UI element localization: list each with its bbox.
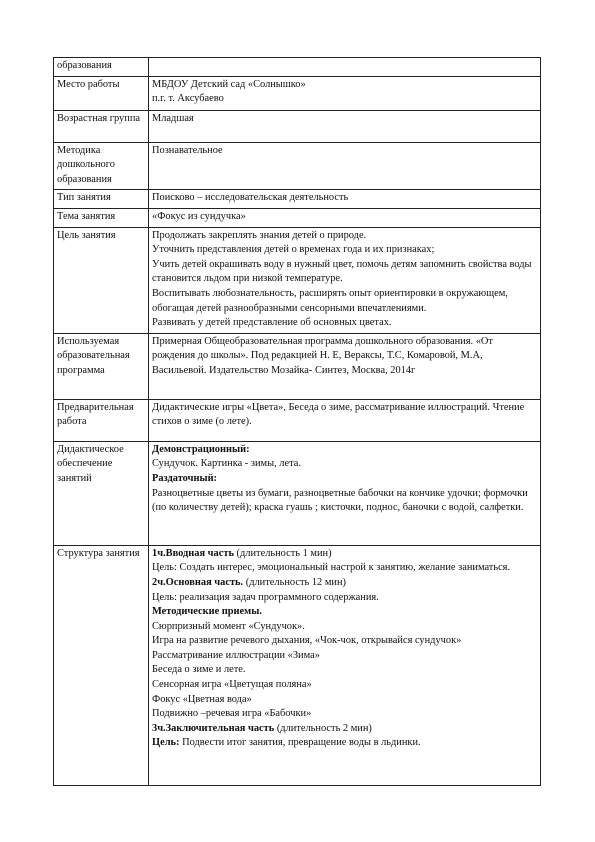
row-value: Демонстрационный: Сундучок. Картинка - зимы, лета. Раздаточный: Разноцветные цветы из бумаги, разноцветные бабочки на кончике удочки; формочки (по количеству детей); краска гуашь ; кисточки, поднос, баночки с водой, салфетки. — [149, 441, 541, 545]
row-label: Возрастная группа — [54, 110, 149, 142]
table-row — [54, 545, 541, 785]
part-1-title: 1ч.Вводная часть — [152, 547, 234, 559]
handout-title: Раздаточный: — [152, 472, 218, 484]
row-label: Предварительная работа — [54, 399, 149, 441]
row-label: Тема занятия — [54, 208, 149, 227]
list-item: Беседа о зиме и лете. — [152, 664, 246, 676]
table-row — [54, 399, 541, 441]
list-item: Сенсорная игра «Цветущая поляна» — [152, 679, 312, 691]
row-value: Познавательное — [149, 142, 541, 190]
row-value: Младшая — [149, 110, 541, 142]
list-item: Сюрпризный момент «Сундучок». — [152, 620, 305, 632]
row-label: Дидактическое обеспечение занятий — [54, 441, 149, 545]
table-row — [54, 208, 541, 227]
table-row — [54, 142, 541, 190]
row-label: Цель занятия — [54, 227, 149, 333]
list-item: Рассматривание иллюстрации «Зима» — [152, 649, 320, 661]
row-label: Место работы — [54, 76, 149, 110]
row-value: Дидактические игры «Цвета», Беседа о зиме, рассматривание иллюстраций. Чтение стихов о зиме (о лете). — [149, 399, 541, 441]
list-item: Фокус «Цветная вода» — [152, 693, 252, 705]
row-value — [149, 58, 541, 77]
table-row — [54, 190, 541, 209]
demo-title: Демонстрационный: — [152, 443, 250, 455]
table-row — [54, 333, 541, 399]
row-value: «Фокус из сундучка» — [149, 208, 541, 227]
part-2-title: 2ч.Основная часть. — [152, 576, 244, 588]
table-row — [54, 227, 541, 333]
list-item: Подвижно –речевая игра «Бабочки» — [152, 708, 312, 720]
table-row — [54, 441, 541, 545]
table-row — [54, 76, 541, 110]
table-row — [54, 58, 541, 77]
row-value: Примерная Общеобразовательная программа дошкольного образования. «От рождения до школы». Под редакцией Н. Е, Вераксы, Т.С, Комаровой, М.А, Васильевой. Издательство Мозайка- Синтез, Москва, 2014г — [149, 333, 541, 399]
lesson-table — [53, 57, 541, 786]
table-row — [54, 110, 541, 142]
row-label: Методика дошкольного образования — [54, 142, 149, 190]
methods-title: Методические приемы. — [152, 606, 262, 618]
row-value: МБДОУ Детский сад «Солнышко» п.г. т. Аксубаево — [149, 76, 541, 110]
list-item: Игра на развитие речевого дыхания, «Чок-чок, открывайся сундучок» — [152, 635, 462, 647]
row-value: Продолжать закреплять знания детей о природе. Уточнить представления детей о временах года и их признаках; Учить детей окрашивать воду в нужный цвет, помочь детям запомнить свойства воды становится льдом при низкой температуре. Воспитывать любознательность, расширять опыт ориентировки в окружающем, обогащая детей разнообразными сенсорными впечатлениями. Развивать у детей представление об основных цветах. — [149, 227, 541, 333]
row-label: Тип занятия — [54, 190, 149, 209]
part-3-title: 3ч.Заключительная часть — [152, 722, 275, 734]
row-label: Структура занятия — [54, 545, 149, 785]
row-value: Поисково – исследовательская деятельность — [149, 190, 541, 209]
row-value: 1ч.Вводная часть (длительность 1 мин) Цель: Создать интерес, эмоциональный настрой к занятию, желание заниматься. 2ч.Основная часть. (длительность 12 мин) Цель: реализация задач программного содержания. Методические приемы. Сюрпризный момент «Сундучок». Игра на развитие речевого дыхания, «Чок-чок, открывайся сундучок» Рассматривание иллюстрации «Зима» Беседа о зиме и лете. Сенсорная игра «Цветущая поляна» Фокус «Цветная вода» Подвижно –речевая игра «Бабочки» 3ч.Заключительная часть (длительность 2 мин) Цель: Подвести итог занятия, превращение воды в льдинки. — [149, 545, 541, 785]
row-label: Используемая образовательная программа — [54, 333, 149, 399]
row-label: образования — [54, 58, 149, 77]
